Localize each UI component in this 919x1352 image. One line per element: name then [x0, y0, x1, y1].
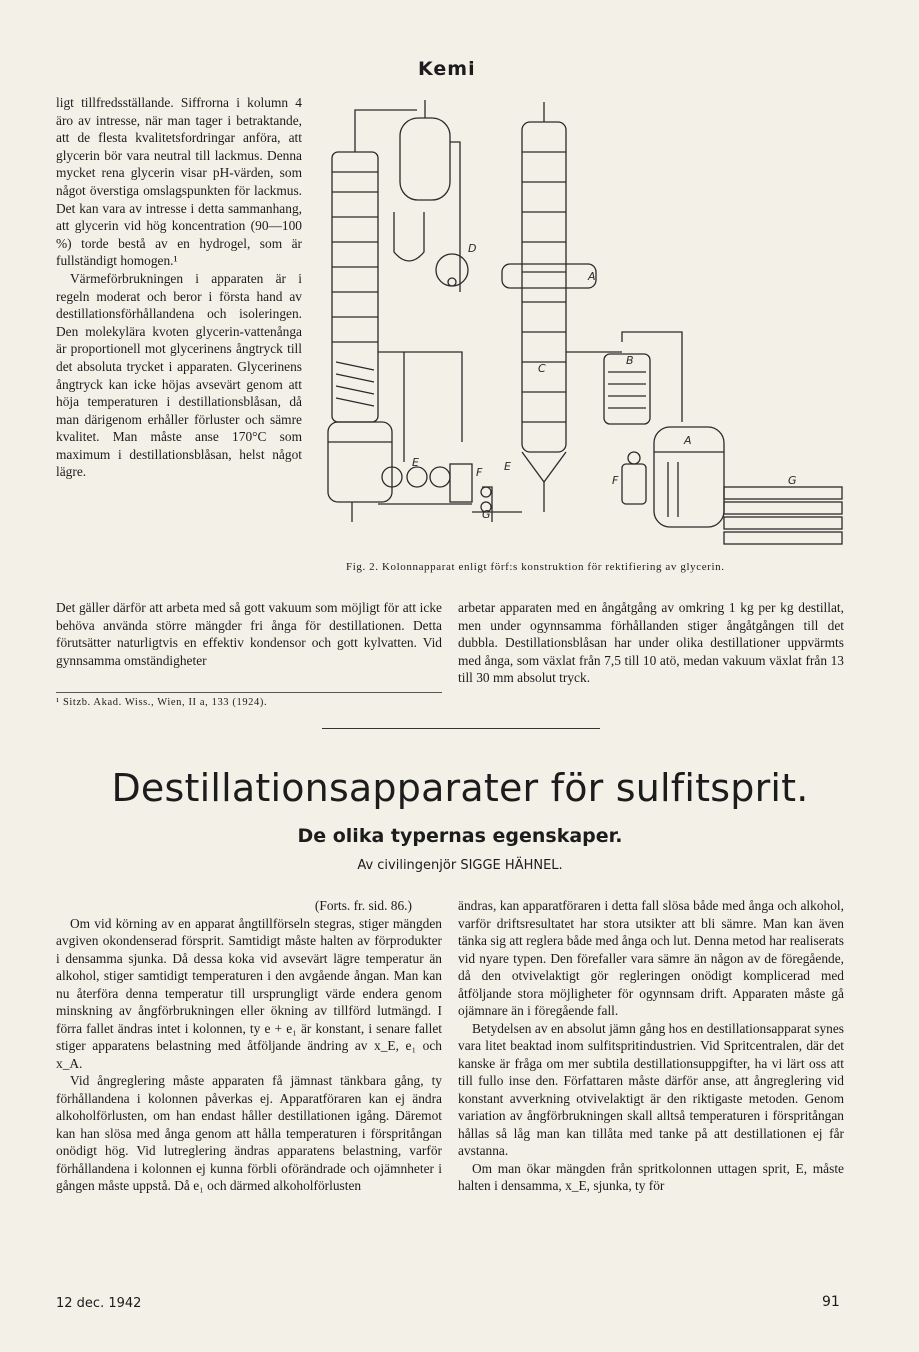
paragraph: Om vid körning av en apparat ångtillförseln stegras, stiger mängden avgiven okondenserad försprit. Samtidigt måste halten av förprodukter i densamma sjunka. Då dessa koka vid avsevärt lägre temperatur än alkohol, stiger samtidigt temperaturen i den avgående ångan. Man kan nu återföra denna temperatur till ursprungligt värde endera genom minskning av ångförbrukningen eller ökning av tillförd lutmängd. I förra fallet ändras intet i kolonnen, ty e + e₁ är konstant, i senare fallet stiger apparatens belastning med åtföljande ändring av x_E, e₁ och x_A. [56, 915, 442, 1071]
article-title: Destillationsapparater för sulfitsprit. [111, 766, 809, 810]
column-apparatus-figure [322, 92, 850, 560]
article-right-column [458, 897, 844, 1195]
figure-label: F [476, 466, 483, 479]
figure-label: E [504, 460, 511, 473]
figure-label: G [788, 474, 797, 487]
paragraph: arbetar apparaten med en ångåtgång av omkring 1 kg per kg destillat, men under ogynnsamma förhållanden stiger ångåtgången till det dubbla. Destillationsblåsan har under olika destillationer uppvärmts med ånga, som växlat från 7,5 till 10 atö, medan vakuum växlat från 13 till 30 mm absolut tryck. [458, 600, 844, 686]
figure-label: F [612, 474, 619, 487]
paragraph: Värmeförbrukningen i apparaten är i regeln moderat och beror i första hand av destillationsförhållandena och isoleringen. Den molekylära kvoten glycerin-vattenånga är proportionell mot glycerinens ångtryck till det absoluta trycket i apparaten. Glycerinens ångtryck kan icke höjas avsevärt genom att höja temperaturen i destillationsblåsan, då man därigenom erhåller förluster och sämre kvalitet. Man måste anse 170°C som maximum i destillationsblåsan, helst något lägre. [56, 270, 302, 480]
figure-label: G [482, 508, 491, 521]
continued-note: (Forts. fr. sid. 86.) [314, 898, 412, 913]
left-wide-paragraph [56, 599, 442, 669]
figure-label: B [626, 354, 634, 367]
article-left-column [56, 897, 442, 1195]
section-divider [322, 728, 600, 729]
issue-date: 12 dec. 1942 [56, 1296, 142, 1311]
figure-label: A [684, 434, 692, 447]
figure-label: C [538, 362, 546, 375]
footnote: ¹ Sitzb. Akad. Wiss., Wien, II a, 133 (1924). [56, 692, 442, 708]
paragraph: ligt tillfredsställande. Siffrorna i kolumn 4 äro av intresse, när man tager i betraktande, att de flesta kvalitetsfordringar anföra, att glycerin bör vara neutral till lackmus. Denna mycket rena glycerin visar pH-värden, som något överstiga omslagspunkten för lackmus. Det kan vara av intresse i detta sammanhang, att glycerin vid hög koncentration (90—100 %) torde bestå av en hydrogel, som är fullständigt homogen.¹ [56, 95, 302, 269]
paragraph: Betydelsen av en absolut jämn gång hos en destillationsapparat synes vara litet beaktad inom sulfitspritindustrien. Vid Spritcentralen, där det kanske är fråga om mer subtila destillationsuppgifter, ha vi lärt oss att till fullo inse den. Författaren måste därför anse, att ångreglering vid konstant avverkning otvivelaktigt är den riktigaste metoden. Genom variation av ångförbrukningen skall alltså temperaturen i förspritångan hållas så låg man kan tillåta med tanke på att destillationen ej får avstanna. [458, 1020, 844, 1158]
paragraph: Vid ångreglering måste apparaten få jämnast tänkbara gång, ty förhållandena i kolonnen påverkas ej. Apparatföraren kan ej ändra alkoholförlusten, om han endast håller destillationen igång. Däremot kan han slösa med ånga genom att hålla temperaturen i förspritångan onödigt hög. Vid lutreglering ändras apparatens belastning, varför förhållandena i kolonnen ej kunna förbli oförändrade och ojämnheter i gången måste uppstå. Då e₁ och därmed alkoholförlusten [56, 1073, 442, 1193]
figure-caption: Fig. 2. Kolonnapparat enligt förf:s konstruktion för rektifiering av glycerin. [346, 561, 725, 573]
article-subtitle: De olika typernas egenskaper. [297, 825, 623, 847]
article-author: Av civilingenjör SIGGE HÄHNEL. [357, 858, 563, 873]
top-right-column [458, 599, 844, 687]
figure-label: D [468, 242, 477, 255]
top-left-column [56, 94, 302, 481]
paragraph: ändras, kan apparatföraren i detta fall slösa både med ånga och alkohol, varför driftsresultatet har stora utsikter att bli sämre. Man kan även tänka sig att reglera både med ånga och lut. Denna metod har realiserats vid nyare typen. Den förefaller vara sämre än någon av de föregående, då den otvivelaktigt gör regleringen onödigt komplicerad med åtföljande stora möjligheter för ogynnsam drift. Apparaten måste gå ojämnare än i föregående fall. [458, 898, 844, 1018]
figure-label: E [412, 456, 419, 469]
paragraph: Det gäller därför att arbeta med så gott vakuum som möjligt för att icke behöva använda större mängder fri ånga för destillationen. Detta förutsätter naturligtvis en effektiv kondensor och gott kylvatten. Vid gynnsamma omständigheter [56, 600, 442, 668]
section-header: Kemi [418, 58, 476, 80]
paragraph: Om man ökar mängden från spritkolonnen uttagen sprit, E, måste halten i densamma, x_E, sjunka, ty för [458, 1160, 844, 1193]
page-number: 91 [822, 1294, 840, 1310]
figure-label: A [588, 270, 596, 283]
